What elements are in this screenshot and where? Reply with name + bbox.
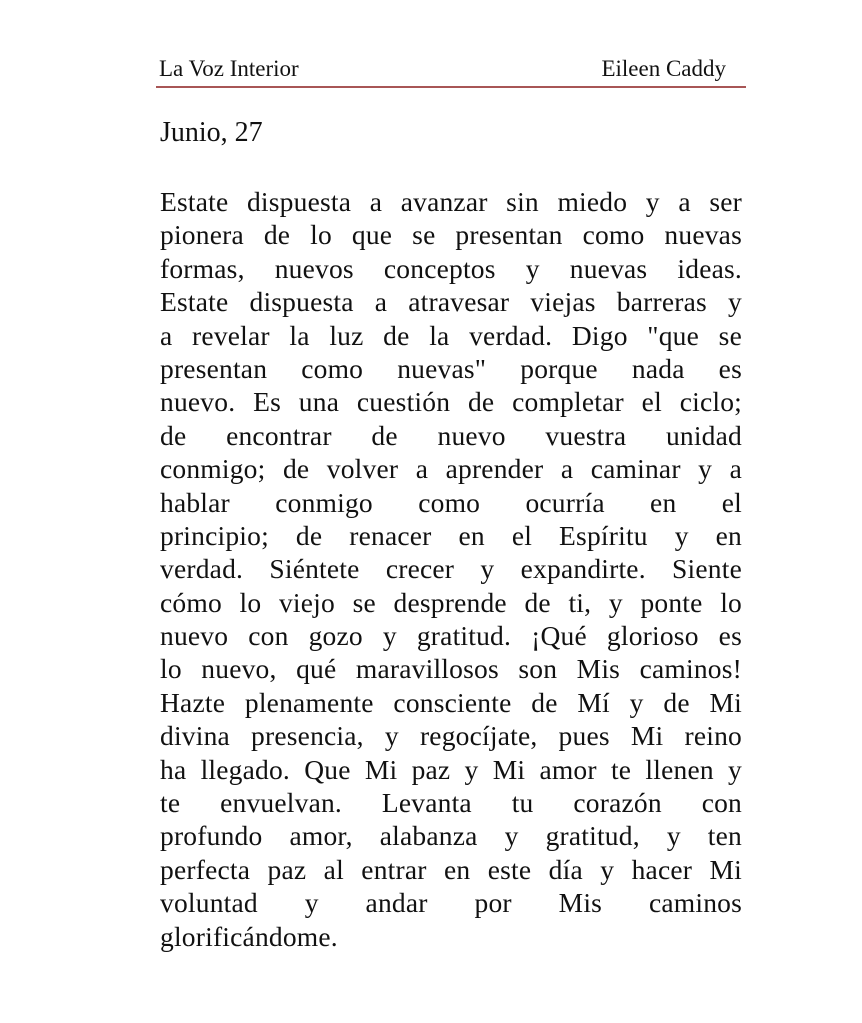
page-header (156, 54, 746, 88)
text-line: ha llegado. Que Mi paz y Mi amor te llenen y (160, 753, 742, 785)
text-line: Estate dispuesta a atravesar viejas barreras y (160, 286, 742, 318)
entry-body (160, 185, 742, 953)
text-line: voluntad y andar por Mis caminos (160, 887, 742, 919)
text-line: profundo amor, alabanza y gratitud, y ten (160, 820, 742, 852)
text-line: perfecta paz al entrar en este día y hacer Mi (160, 853, 742, 885)
text-line: lo nuevo, qué maravillosos son Mis caminos! (160, 653, 742, 685)
text-line: pionera de lo que se presentan como nuevas (160, 219, 742, 251)
entry-date: Junio, 27 (160, 117, 263, 148)
text-line: cómo lo viejo se desprende de ti, y ponte lo (160, 586, 742, 618)
text-line: presentan como nuevas" porque nada es (160, 352, 742, 384)
text-line: de encontrar de nuevo vuestra unidad (160, 419, 742, 451)
text-line: hablar conmigo como ocurría en el (160, 486, 742, 518)
text-line: formas, nuevos conceptos y nuevas ideas. (160, 252, 742, 284)
text-line: conmigo; de volver a aprender a caminar y a (160, 453, 742, 485)
text-line: glorificándome. (160, 920, 338, 952)
text-line: Estate dispuesta a avanzar sin miedo y a ser (160, 186, 742, 217)
text-line: nuevo con gozo y gratitud. ¡Qué glorioso es (160, 620, 742, 652)
text-line: verdad. Siéntete crecer y expandirte. Siente (160, 553, 742, 585)
text-line: a revelar la luz de la verdad. Digo "que se (160, 319, 742, 351)
text-line: divina presencia, y regocíjate, pues Mi reino (160, 720, 742, 752)
text-line: principio; de renacer en el Espíritu y en (160, 519, 742, 551)
text-line: te envuelvan. Levanta tu corazón con (160, 787, 742, 819)
author-name: Eileen Caddy (601, 56, 726, 81)
text-line: Hazte plenamente consciente de Mí y de Mi (160, 686, 742, 718)
text-line: nuevo. Es una cuestión de completar el ciclo; (160, 386, 742, 418)
book-title: La Voz Interior (159, 56, 299, 81)
